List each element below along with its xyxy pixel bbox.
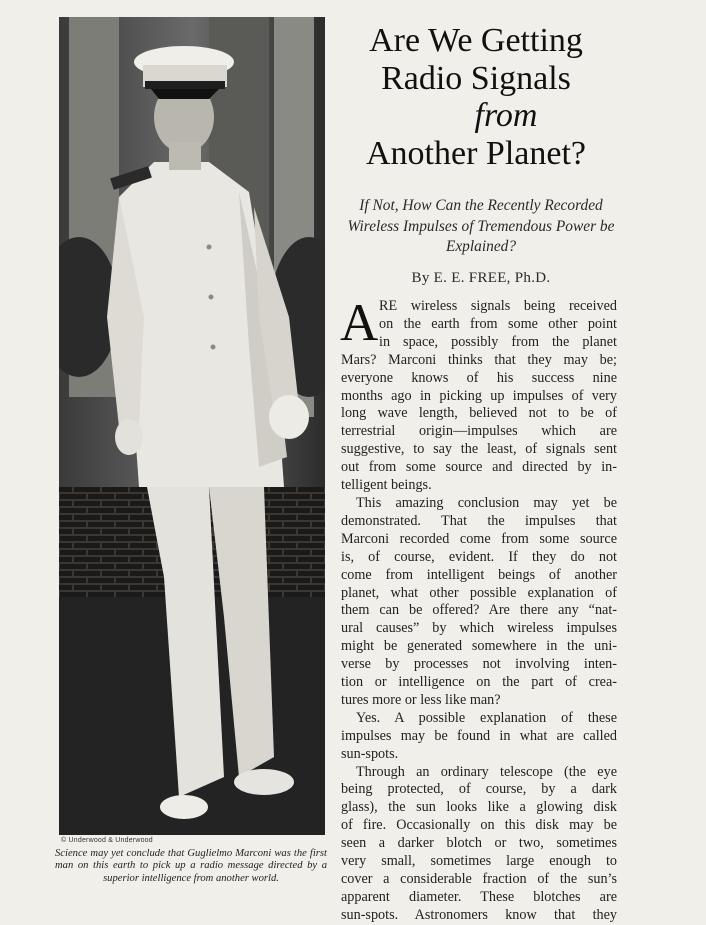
photo-credit: © Underwood & Underwood — [61, 837, 153, 844]
article-line: planet, what other possible explanation of — [341, 584, 617, 601]
article-line: ural causes” by which wireless impulses — [341, 620, 617, 637]
article-line: everyone knows of his success nine — [341, 369, 617, 386]
article-line: suggestive, to say the least, of signals sent — [341, 441, 617, 458]
article-line: might be generated somewhere in the uni- — [341, 638, 617, 655]
article-line: terrestrial origin—impulses which are — [341, 423, 617, 440]
portrait-photo — [59, 17, 325, 835]
title-line-4: Another Planet? — [366, 134, 586, 172]
title-line-2: Radio Signals — [381, 59, 571, 97]
photo-caption: Science may yet conclude that Guglielmo Marconi was the first man on this earth to pick up a radio message directed by a superior intelligence from another world. — [55, 848, 327, 884]
article-line: apparent diameter. These blotches are — [341, 888, 617, 905]
drop-cap: A — [340, 294, 379, 352]
article-line: verse by processes not involving inten- — [341, 656, 617, 673]
article-line: tures more or less like man? — [341, 691, 501, 708]
byline: By E. E. FREE, Ph.D. — [411, 270, 551, 286]
article-line: Through an ordinary telescope (the eye — [356, 763, 617, 780]
article-line: Marconi recorded come from some source — [341, 530, 617, 547]
article-line: impulses may be found in what are called — [341, 727, 617, 744]
article-line: sun-spots. — [341, 745, 399, 762]
article-line: them can be offered? Are there any “nat- — [341, 602, 617, 619]
article-line: RE wireless signals being received — [379, 298, 617, 314]
title-line-3: from — [474, 97, 538, 134]
article-line: on the earth from some other point — [379, 315, 617, 332]
article-body — [340, 294, 617, 925]
portrait-illustration — [59, 17, 325, 835]
article-line: long wave length, believed not to be of — [341, 405, 617, 422]
article-line: Yes. A possible explanation of these — [356, 709, 617, 726]
article-line: is, of course, evident. If they do not — [341, 548, 617, 565]
article-line: in space, possibly from the planet — [379, 333, 617, 350]
article-line: come from intelligent beings of another — [341, 566, 617, 583]
article-line: Mars? Marconi thinks that they may be; — [341, 351, 617, 368]
article-line: tion or intelligence on the part of crea- — [341, 674, 617, 691]
article-title — [333, 22, 619, 172]
article-line: being protected, of course, by a dark — [341, 781, 617, 798]
article-line: of fire. Occasionally on this disk may be — [341, 817, 617, 834]
article-line: glass), the sun looks like a glowing disk — [341, 799, 617, 816]
article-line: demonstrated. That the impulses that — [341, 512, 617, 529]
article-line: telligent beings. — [341, 477, 432, 494]
article-subtitle: If Not, How Can the Recently Recorded Wireless Impulses of Tremendous Power be Explained? — [347, 197, 615, 255]
article-line: seen a darker blotch or two, sometimes — [341, 835, 617, 852]
article-line: cover a considerable fraction of the sun’s — [341, 871, 617, 887]
article-line: This amazing conclusion may yet be — [356, 494, 617, 511]
article-line: sun-spots. Astronomers know that they — [341, 906, 617, 923]
article-line: very small, sometimes large enough to — [341, 853, 617, 870]
article-line: months ago in picking up impulses of very — [341, 387, 617, 404]
article-line: out from some source and directed by in- — [341, 459, 617, 476]
title-line-1: Are We Getting — [369, 22, 583, 59]
